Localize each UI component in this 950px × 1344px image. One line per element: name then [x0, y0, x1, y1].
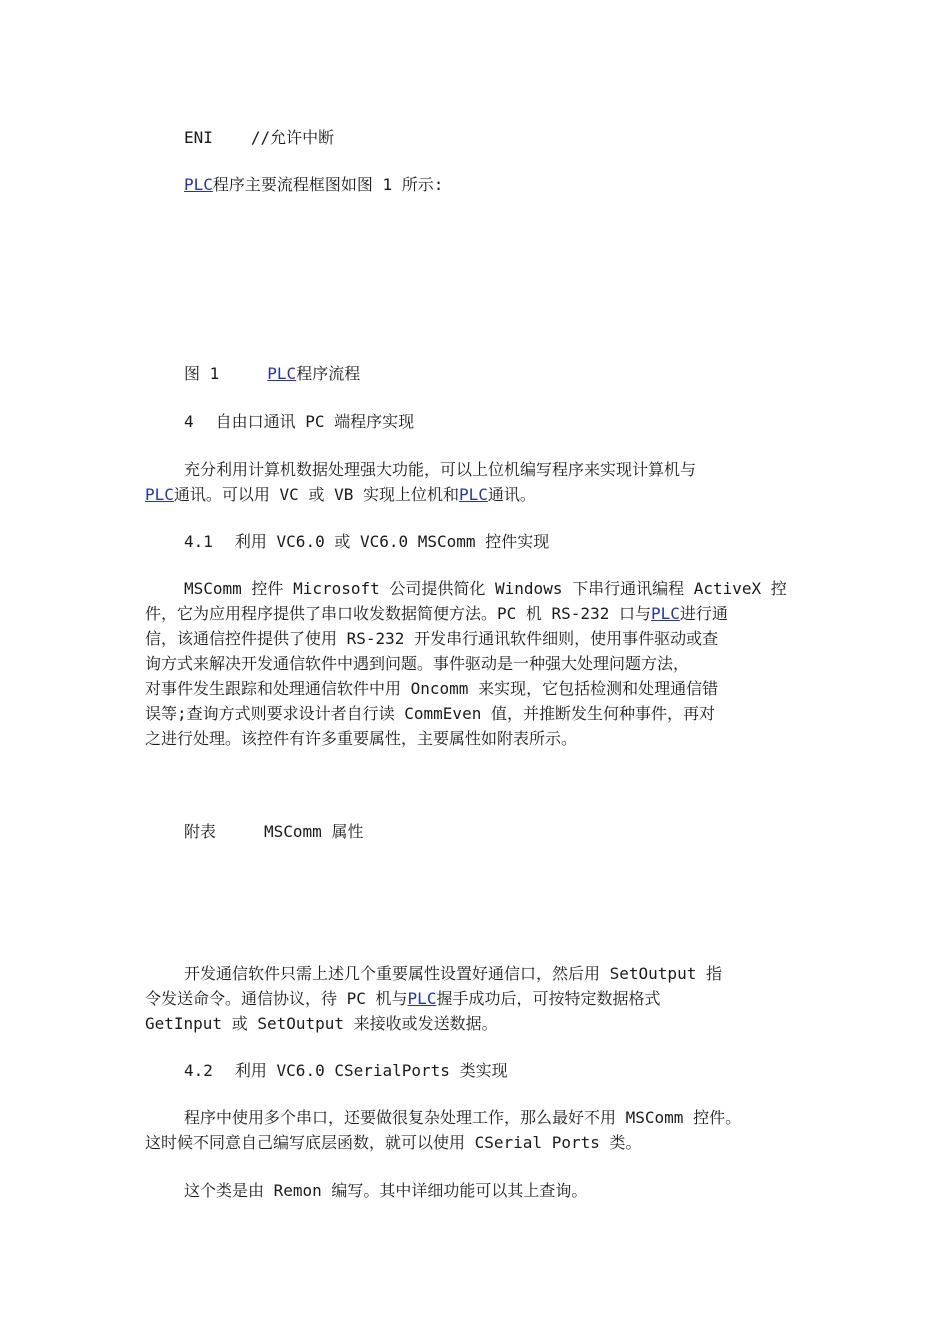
paragraph-2-line-4: 询方式来解决开发通信软件中遇到问题。事件驱动是一种强大处理问题方法，	[145, 654, 690, 673]
paragraph-3-line-3: GetInput 或 SetOutput 来接收或发送数据。	[145, 1014, 498, 1033]
paragraph-2-line-5: 对事件发生跟踪和处理通信软件中用 Oncomm 来实现，它包括检测和处理通信错	[145, 679, 719, 698]
paragraph-2-line-3: 信，该通信控件提供了使用 RS-232 开发串行通讯软件细则，使用事件驱动或查	[145, 629, 719, 648]
paragraph-2-line-6: 误等;查询方式则要求设计者自行读 CommEven 值，并推断发生何种事件，再对	[145, 704, 715, 723]
paragraph-4-line-2: 这时候不同意自己编写底层函数，就可以使用 CSerial Ports 类。	[145, 1133, 642, 1152]
paragraph-1-line-2: PLC通讯。可以用 VC 或 VB 实现上位机和PLC通讯。	[145, 485, 536, 504]
code-comment: //允许中断	[250, 128, 335, 147]
code-line-eni	[184, 125, 334, 150]
paragraph-2-line-2: 件，它为应用程序提供了串口收发数据简便方法。PC 机 RS-232 口与PLC进行通	[145, 604, 728, 623]
paragraph-2-line-7: 之进行处理。该控件有许多重要属性，主要属性如附表所示。	[145, 729, 578, 748]
table-title: MSComm 属性	[264, 822, 364, 841]
plc-link[interactable]: PLC	[184, 175, 213, 194]
plc-link[interactable]: PLC	[145, 485, 174, 504]
figure-label: 图 1	[184, 364, 220, 383]
flowchart-intro: PLC程序主要流程框图如图 1 所示:	[184, 175, 444, 194]
section-heading-4-2: 4.2 利用 VC6.0 CSerialPorts 类实现	[184, 1061, 508, 1080]
table-label: 附表	[184, 822, 217, 841]
plc-link[interactable]: PLC	[650, 604, 680, 623]
figure-title: 程序流程	[296, 364, 361, 383]
paragraph-4-line-1: 程序中使用多个串口，还要做很复杂处理工作，那么最好不用 MSComm 控件。	[184, 1108, 742, 1127]
paragraph-3-line-1: 开发通信软件只需上述几个重要属性设置好通信口，然后用 SetOutput 指	[184, 964, 722, 983]
section-heading-4-1: 4.1 利用 VC6.0 或 VC6.0 MSComm 控件实现	[184, 532, 550, 551]
paragraph-2-line-1: MSComm 控件 Microsoft 公司提供简化 Windows 下串行通讯编程 ActiveX 控	[184, 579, 787, 598]
paragraph-5-line-1: 这个类是由 Remon 编写。其中详细功能可以其上查询。	[184, 1181, 588, 1200]
section-heading-4: 4 自由口通讯 PC 端程序实现	[184, 412, 415, 431]
paragraph-1-line-1: 充分利用计算机数据处理强大功能，可以上位机编写程序来实现计算机与	[184, 460, 697, 479]
plc-link[interactable]: PLC	[407, 989, 437, 1008]
paragraph-3-line-2: 令发送命令。通信协议，待 PC 机与PLC握手成功后，可按特定数据格式	[145, 989, 661, 1008]
table-caption	[184, 819, 363, 844]
plc-link[interactable]: PLC	[267, 364, 297, 383]
code-text: ENI	[184, 128, 213, 147]
figure-1-caption	[184, 361, 360, 386]
plc-link[interactable]: PLC	[458, 485, 488, 504]
